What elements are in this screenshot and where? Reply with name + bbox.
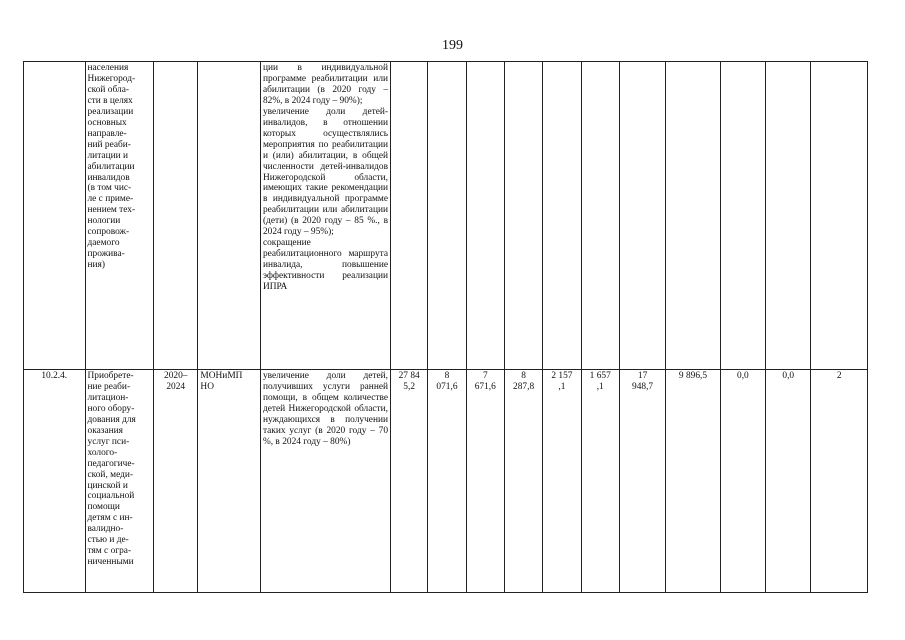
program-table <box>23 61 868 593</box>
value-cell: 1 657 ,1 <box>581 370 619 593</box>
value-cell: 9 896,5 <box>666 370 720 593</box>
value-cell: 17 948,7 <box>619 370 665 593</box>
executor-cell: МОНиМП НО <box>198 370 261 593</box>
value-cell <box>581 62 619 370</box>
value-cell: 7 671,6 <box>466 370 504 593</box>
value-cell: 0,0 <box>720 370 765 593</box>
expected-result-cell: ции в индивидуальной программе реабилитации или абилитации (в 2020 году – 82%, в 2024 году – 90%); увеличение доли детей-инвалидов, в отношении которых осуществлялись мероприятия по реабилитации и (или) абилитации, в общей численности детей-инвалидов Нижегородской области, имеющих такие рекомендации в индивидуальной программе реабилитации или абилитации (дети) (в 2020 году – 85 %., в 2024 году – 95%); сокращение реабилитационного маршрута инвалида, повышение эффективности реализации ИПРА <box>260 62 390 370</box>
value-cell: 2 157 ,1 <box>543 370 581 593</box>
value-cell <box>504 62 542 370</box>
value-cell <box>811 62 868 370</box>
row-code-cell <box>24 62 86 370</box>
value-cell: 0,0 <box>766 370 811 593</box>
value-cell: 8 287,8 <box>504 370 542 593</box>
executor-cell <box>198 62 261 370</box>
page-number: 199 <box>442 38 463 53</box>
period-cell: 2020– 2024 <box>154 370 198 593</box>
value-cell <box>543 62 581 370</box>
activity-name-cell: населения Нижегород- ской обла- сти в целях реализации основных направле- ний реаби- литации и абилитации инвалидов (в том чис- ле с приме- нением тех- нологии сопровож- даемого прожива- ния) <box>85 62 154 370</box>
table-row <box>24 62 868 370</box>
value-cell <box>720 62 765 370</box>
value-cell <box>766 62 811 370</box>
value-cell <box>466 62 504 370</box>
value-cell <box>666 62 720 370</box>
value-cell <box>391 62 428 370</box>
expected-result-cell: увеличение доли детей, получивших услуги ранней помощи, в общем количестве детей Нижегородской области, нуждающихся в получении таких услуг (в 2020 году – 70 %, в 2024 году – 80%) <box>260 370 390 593</box>
value-cell: 2 <box>811 370 868 593</box>
value-cell: 27 84 5,2 <box>391 370 428 593</box>
value-cell <box>428 62 466 370</box>
value-cell <box>619 62 665 370</box>
value-cell: 8 071,6 <box>428 370 466 593</box>
row-code-cell: 10.2.4. <box>24 370 86 593</box>
activity-name-cell: Приобрете- ние реаби- литацион- ного обору- дования для оказания услуг пси- холого- педагогиче- ской, меди- цинской и социальной помощи детям с ин- валидно- стью и де- тям с огра- ниченными <box>85 370 154 593</box>
table-row <box>24 370 868 593</box>
period-cell <box>154 62 198 370</box>
